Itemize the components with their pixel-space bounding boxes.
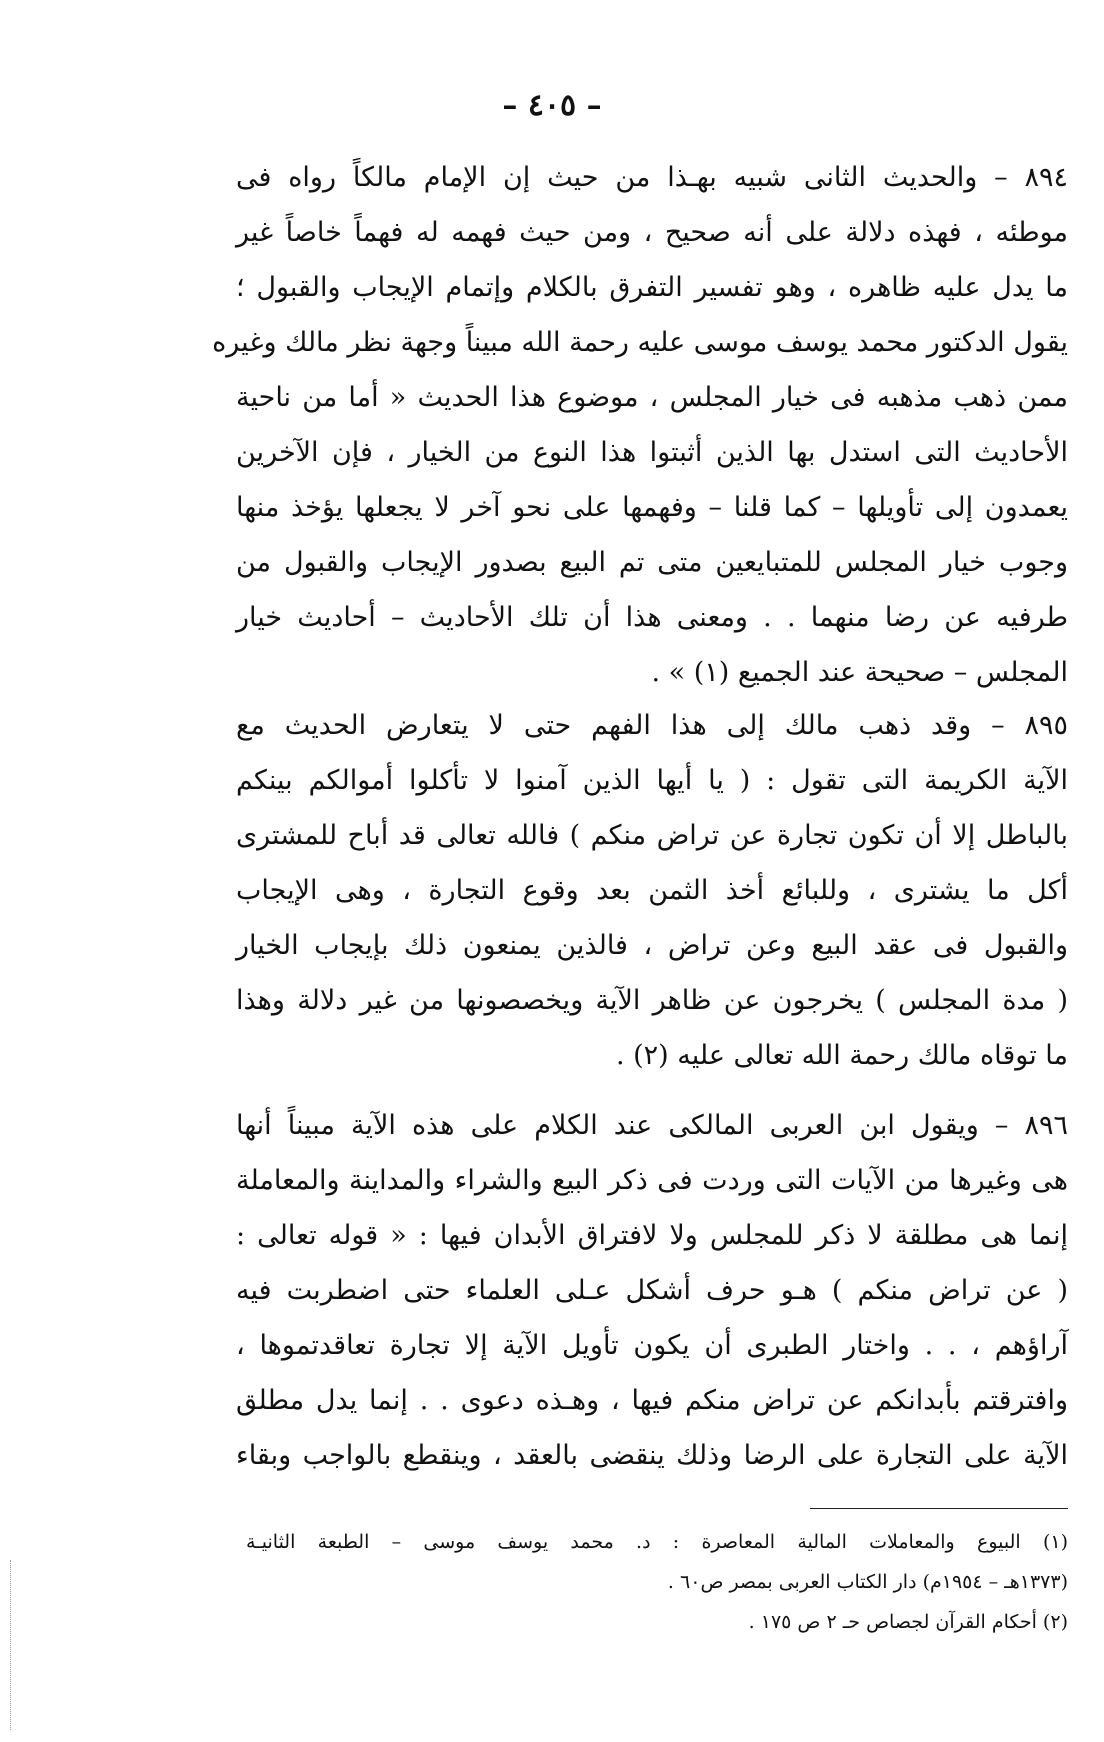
text-line: ما يدل عليه ظاهره ، وهو تفسير التفرق بالكلام وإتمام الإيجاب والقبول ؛ (236, 272, 1068, 303)
paragraph-896 (236, 1098, 1068, 1483)
text-line: ( مدة المجلس ) يخرجون عن ظاهر الآية ويخصصونها من غير دلالة وهذا (236, 985, 1068, 1016)
page-number: – ٤٠٥ – (502, 88, 602, 123)
text-line: الأحاديث التى استدل بها الذين أثبتوا هذا النوع من الخيار ، فإن الآخرين (236, 437, 1068, 468)
text-line: المجلس – صحيحة عند الجميع (١) » . (651, 657, 1068, 688)
text-line: موطئه ، فهذه دلالة على أنه صحيح ، ومن حيث فهمه له فهماً خاصاً غير (236, 217, 1068, 248)
paragraph-894 (212, 150, 1068, 700)
footnotes (246, 1522, 1068, 1642)
text-line: يقول الدكتور محمد يوسف موسى عليه رحمة الله مبيناً وجهة نظر مالك وغيره (212, 327, 1068, 358)
text-line: طرفيه عن رضا منهما . . ومعنى هذا أن تلك الأحاديث – أحاديث خيار (236, 602, 1068, 633)
text-line: أكل ما يشترى ، وللبائع أخذ الثمن بعد وقوع التجارة ، وهى الإيجاب (236, 875, 1068, 906)
text-line: آراؤهم ، . . واختار الطبرى أن يكون تأويل الآية إلا تجارة تعاقدتموها ، (236, 1330, 1068, 1361)
text-line: ٨٩٦ – ويقول ابن العربى المالكى عند الكلام على هذه الآية مبيناً أنها (236, 1110, 1068, 1141)
text-line: ٨٩٥ – وقد ذهب مالك إلى هذا الفهم حتى لا يتعارض الحديث مع (236, 710, 1068, 741)
text-line: الآية الكريمة التى تقول : ( يا أيها الذين آمنوا لا تأكلوا أموالكم بينكم (236, 765, 1068, 796)
text-line: ممن ذهب مذهبه فى خيار المجلس ، موضوع هذا الحديث « أما من ناحية (236, 382, 1068, 413)
text-line: ما توقاه مالك رحمة الله تعالى عليه (٢) . (615, 1040, 1068, 1071)
text-line: الآية على التجارة على الرضا وذلك ينقضى بالعقد ، وينقطع بالواجب وبقاء (236, 1440, 1068, 1471)
text-line: بالباطل إلا أن تكون تجارة عن تراض منكم ) فالله تعالى قد أباح للمشترى (236, 820, 1068, 851)
text-line: ( عن تراض منكم ) هـو حرف أشكل عـلى العلماء حتى اضطربت فيه (236, 1275, 1068, 1306)
text-line: وجوب خيار المجلس للمتبايعين متى تم البيع بصدور الإيجاب والقبول من (236, 547, 1068, 578)
text-line: إنما هى مطلقة لا ذكر للمجلس ولا لافتراق الأبدان فيها : « قوله تعالى : (236, 1220, 1068, 1251)
footnote-line: (٢) أحكام القرآن لجصاص حـ ٢ ص ١٧٥ . (748, 1611, 1068, 1633)
text-line: ٨٩٤ – والحديث الثانى شبيه بهـذا من حيث إن الإمام مالكاً رواه فى (236, 162, 1068, 193)
scan-margin-mark (10, 1560, 14, 1730)
footnote-divider (810, 1508, 1068, 1509)
footnote-line: (١٣٧٣هـ – ١٩٥٤م) دار الكتاب العربى بمصر ص٦٠ . (667, 1571, 1068, 1593)
text-line: يعمدون إلى تأويلها – كما قلنا – وفهمها على نحو آخر لا يجعلها يؤخذ منها (236, 492, 1068, 523)
text-line: هى وغيرها من الآيات التى وردت فى ذكر البيع والشراء والمداينة والمعاملة (236, 1165, 1068, 1196)
text-line: والقبول فى عقد البيع وعن تراض ، فالذين يمنعون ذلك بإيجاب الخيار (236, 930, 1068, 961)
text-line: وافترقتم بأبدانكم عن تراض منكم فيها ، وهـذه دعوى . . إنما يدل مطلق (236, 1385, 1068, 1416)
footnote-line: (١) البيوع والمعاملات المالية المعاصرة : د. محمد يوسف موسى – الطبعة الثانيـة (246, 1531, 1068, 1553)
paragraph-895 (236, 698, 1068, 1083)
